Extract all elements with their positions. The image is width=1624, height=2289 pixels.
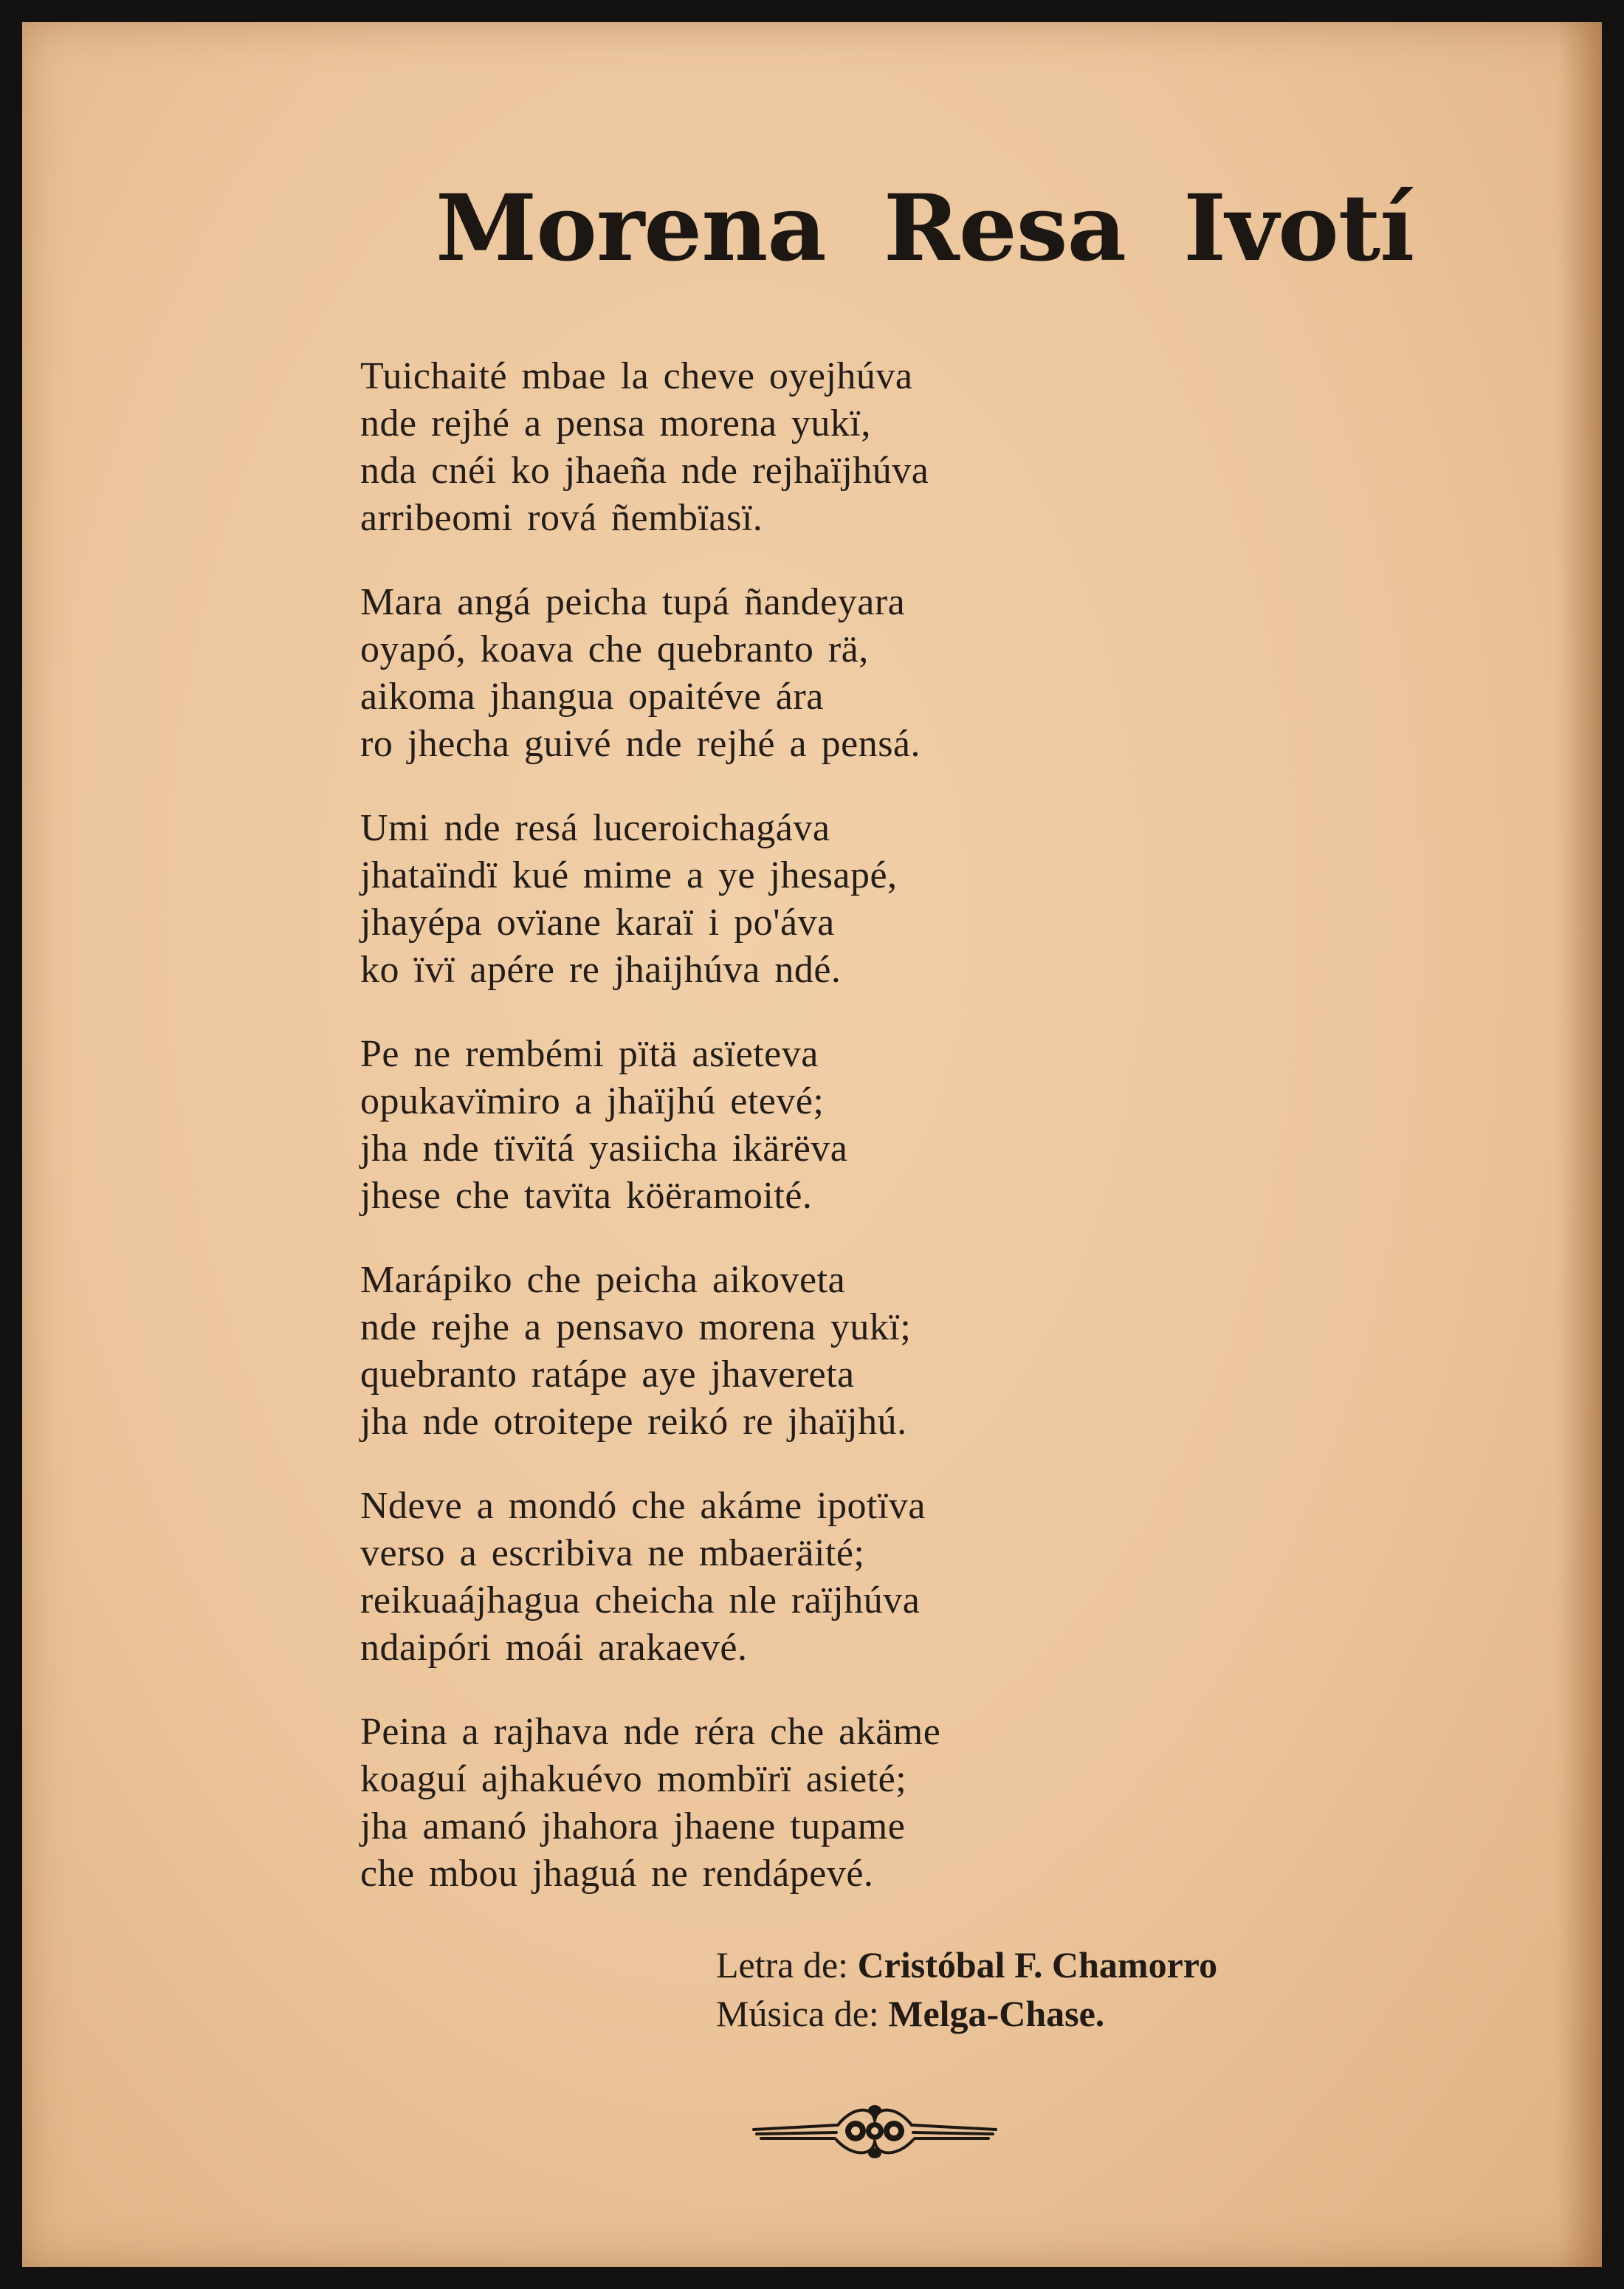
poem-line: jha nde tïvïtá yasiicha ikärëva [360,1128,848,1170]
song-title: Morena Resa Ivotí [436,175,1414,282]
poem-line: koaguí ajhakuévo mombïrï asieté; [360,1758,907,1800]
poem-line: ndaipóri moái arakaevé. [360,1627,748,1669]
poem-body [360,353,1283,1935]
poem-line: Mara angá peicha tupá ñandeyara [360,581,906,623]
poem-line: ro jhecha guivé nde rejhé a pensá. [360,723,921,765]
poem-line: arribeomi rová ñembïasï. [360,497,763,539]
poem-line: nde rejhé a pensa morena yukï, [360,402,871,445]
poem-line: Umi nde resá luceroichagáva [360,807,830,849]
music-author: Melga-Chase. [888,1993,1105,2034]
stanza-6 [360,1483,1283,1709]
floral-divider-icon [749,2096,1000,2162]
stanza-4 [360,1031,1283,1257]
music-label: Música de: [716,1993,879,2034]
poem-line: jha nde otroitepe reikó re jhaïjhú. [360,1401,907,1443]
stanza-2 [360,579,1283,805]
poem-line: Tuichaité mbae la cheve oyejhúva [360,355,913,397]
song-credits [716,1940,1366,2038]
poem-line: jhayépa ovïane karaï i po'áva [360,902,835,944]
lyrics-author: Cristóbal F. Chamorro [857,1944,1218,1986]
book-page [22,22,1602,2267]
poem-line: jhese che tavïta köëramoité. [360,1175,813,1217]
lyrics-label: Letra de: [716,1944,849,1986]
poem-line: jha amanó jhahora jhaene tupame [360,1805,906,1847]
poem-line: oyapó, koava che quebranto rä, [360,628,869,670]
poem-line: ko ïvï apére re jhaijhúva ndé. [360,949,842,991]
poem-line: che mbou jhaguá ne rendápevé. [360,1853,874,1895]
page-edge-shadow [1558,22,1602,2267]
poem-line: jhataïndï kué mime a ye jhesapé, [360,854,898,896]
music-credit [716,1989,1366,2038]
poem-line: quebranto ratápe aye jhavereta [360,1353,855,1396]
poem-line: Pe ne rembémi pïtä asïeteva [360,1033,819,1075]
stanza-7 [360,1709,1283,1935]
poem-line: Ndeve a mondó che akáme ipotïva [360,1485,926,1527]
poem-line: Marápiko che peicha aikoveta [360,1259,846,1301]
poem-line: nde rejhe a pensavo morena yukï; [360,1306,912,1348]
poem-line: nda cnéi ko jhaeña nde rejhaïjhúva [360,450,929,492]
poem-line: Peina a rajhava nde réra che akäme [360,1711,941,1753]
poem-line: opukavïmiro a jhaïjhú etevé; [360,1080,825,1122]
stanza-3 [360,805,1283,1031]
stanza-5 [360,1257,1283,1483]
poem-line: aikoma jhangua opaitéve ára [360,676,824,718]
poem-line: verso a escribiva ne mbaeräité; [360,1532,865,1574]
poem-line: reikuaájhagua cheicha nle raïjhúva [360,1579,921,1621]
stanza-1 [360,353,1283,579]
lyrics-credit [716,1940,1366,1989]
